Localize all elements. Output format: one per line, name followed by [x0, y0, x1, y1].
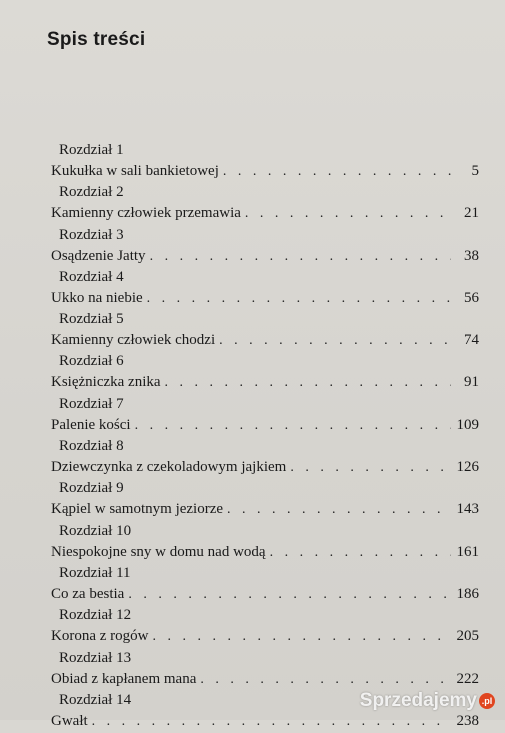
toc-entry: [51, 395, 479, 437]
dot-leader: [150, 247, 451, 266]
toc-row: [51, 543, 479, 563]
page-number: 74: [464, 332, 479, 349]
dot-leader: [165, 373, 451, 392]
page-number: 38: [464, 247, 479, 264]
page-number: 21: [464, 205, 479, 222]
toc-entry: [51, 226, 479, 268]
chapter-label: Rozdział 11: [59, 564, 131, 581]
dot-leader: [270, 543, 451, 562]
chapter-label: Rozdział 4: [59, 268, 124, 285]
chapter-title: Kukułka w sali bankietowej: [51, 163, 219, 179]
chapter-title: Osądzenie Jatty: [51, 247, 146, 264]
chapter-title: Niespokojne sny w domu nad wodą: [51, 543, 266, 560]
chapter-label: Rozdział 5: [59, 311, 124, 328]
chapter-title: Księżniczka znika: [51, 374, 161, 391]
dot-leader: [219, 331, 451, 350]
toc-row: [51, 373, 479, 393]
toc-row: [51, 585, 479, 605]
toc-row: [51, 500, 479, 520]
chapter-label: Rozdział 12: [59, 607, 132, 624]
toc-entry: [51, 649, 479, 691]
toc-entry: [51, 310, 479, 352]
page-number: 238: [456, 712, 479, 729]
chapter-label: Rozdział 3: [59, 226, 124, 243]
toc-row: [51, 416, 479, 436]
page-number: 5: [471, 163, 479, 179]
chapter-title: Kamienny człowiek chodzi: [51, 332, 216, 349]
chapter-label: Rozdział 6: [59, 353, 124, 370]
toc-row: [51, 331, 479, 351]
chapter-title: Ukko na niebie: [51, 289, 143, 306]
toc-row: [51, 712, 479, 732]
dot-leader: [135, 416, 451, 435]
chapter-title: Korona z rogów: [51, 628, 149, 645]
dot-leader: [227, 500, 450, 519]
table-of-contents: [51, 141, 479, 733]
dot-leader: [223, 162, 451, 181]
watermark-badge: .pl: [479, 693, 495, 709]
chapter-title: Obiad z kapłanem mana: [51, 670, 197, 687]
toc-entry: [51, 437, 479, 479]
chapter-label: Rozdział 8: [59, 438, 124, 455]
chapter-label: Rozdział 7: [59, 395, 124, 412]
dot-leader: [245, 204, 451, 223]
dot-leader: [128, 585, 450, 604]
toc-entry: [51, 564, 479, 606]
chapter-label: Rozdział 14: [59, 691, 132, 708]
page-number: 91: [464, 374, 479, 391]
toc-entry: [51, 522, 479, 564]
watermark-logo: [360, 690, 495, 712]
dot-leader: [200, 670, 450, 689]
toc-row: [51, 627, 479, 647]
toc-row: [51, 670, 479, 690]
dot-leader: [92, 712, 451, 731]
chapter-label: Rozdział 10: [59, 522, 132, 539]
toc-entry: [51, 141, 479, 183]
toc-row: [51, 458, 479, 478]
page-number: 143: [456, 501, 479, 518]
toc-entry: [51, 479, 479, 521]
watermark-text: Sprzedajemy: [359, 690, 477, 711]
dot-leader: [152, 627, 450, 646]
page-number: 126: [456, 459, 479, 476]
chapter-title: Dziewczynka z czekoladowym jajkiem: [51, 459, 287, 476]
chapter-title: Kamienny człowiek przemawia: [51, 205, 241, 222]
toc-entry: [51, 268, 479, 310]
chapter-label: Rozdział 9: [59, 480, 124, 497]
page-number: 222: [456, 670, 479, 687]
chapter-label: Rozdział 1: [59, 142, 124, 158]
page-number: 186: [456, 585, 479, 602]
toc-entry: [51, 606, 479, 648]
chapter-title: Palenie kości: [51, 416, 131, 433]
toc-entry: [51, 183, 479, 225]
page-number: 205: [456, 628, 479, 645]
page-number: 56: [464, 289, 479, 306]
chapter-title: Co za bestia: [51, 585, 125, 602]
toc-row: [51, 247, 479, 267]
chapter-label: Rozdział 2: [59, 184, 124, 201]
toc-row: [51, 162, 479, 182]
chapter-title: Kąpiel w samotnym jeziorze: [51, 501, 224, 518]
page-number: 161: [456, 543, 479, 560]
page-number: 109: [456, 416, 479, 433]
toc-entry: [51, 352, 479, 394]
chapter-label: Rozdział 13: [59, 649, 132, 666]
toc-row: [51, 204, 479, 224]
toc-row: [51, 289, 479, 309]
dot-leader: [147, 289, 451, 308]
chapter-title: Gwałt: [51, 712, 88, 729]
page-title: Spis treści: [47, 29, 146, 50]
dot-leader: [290, 458, 450, 477]
